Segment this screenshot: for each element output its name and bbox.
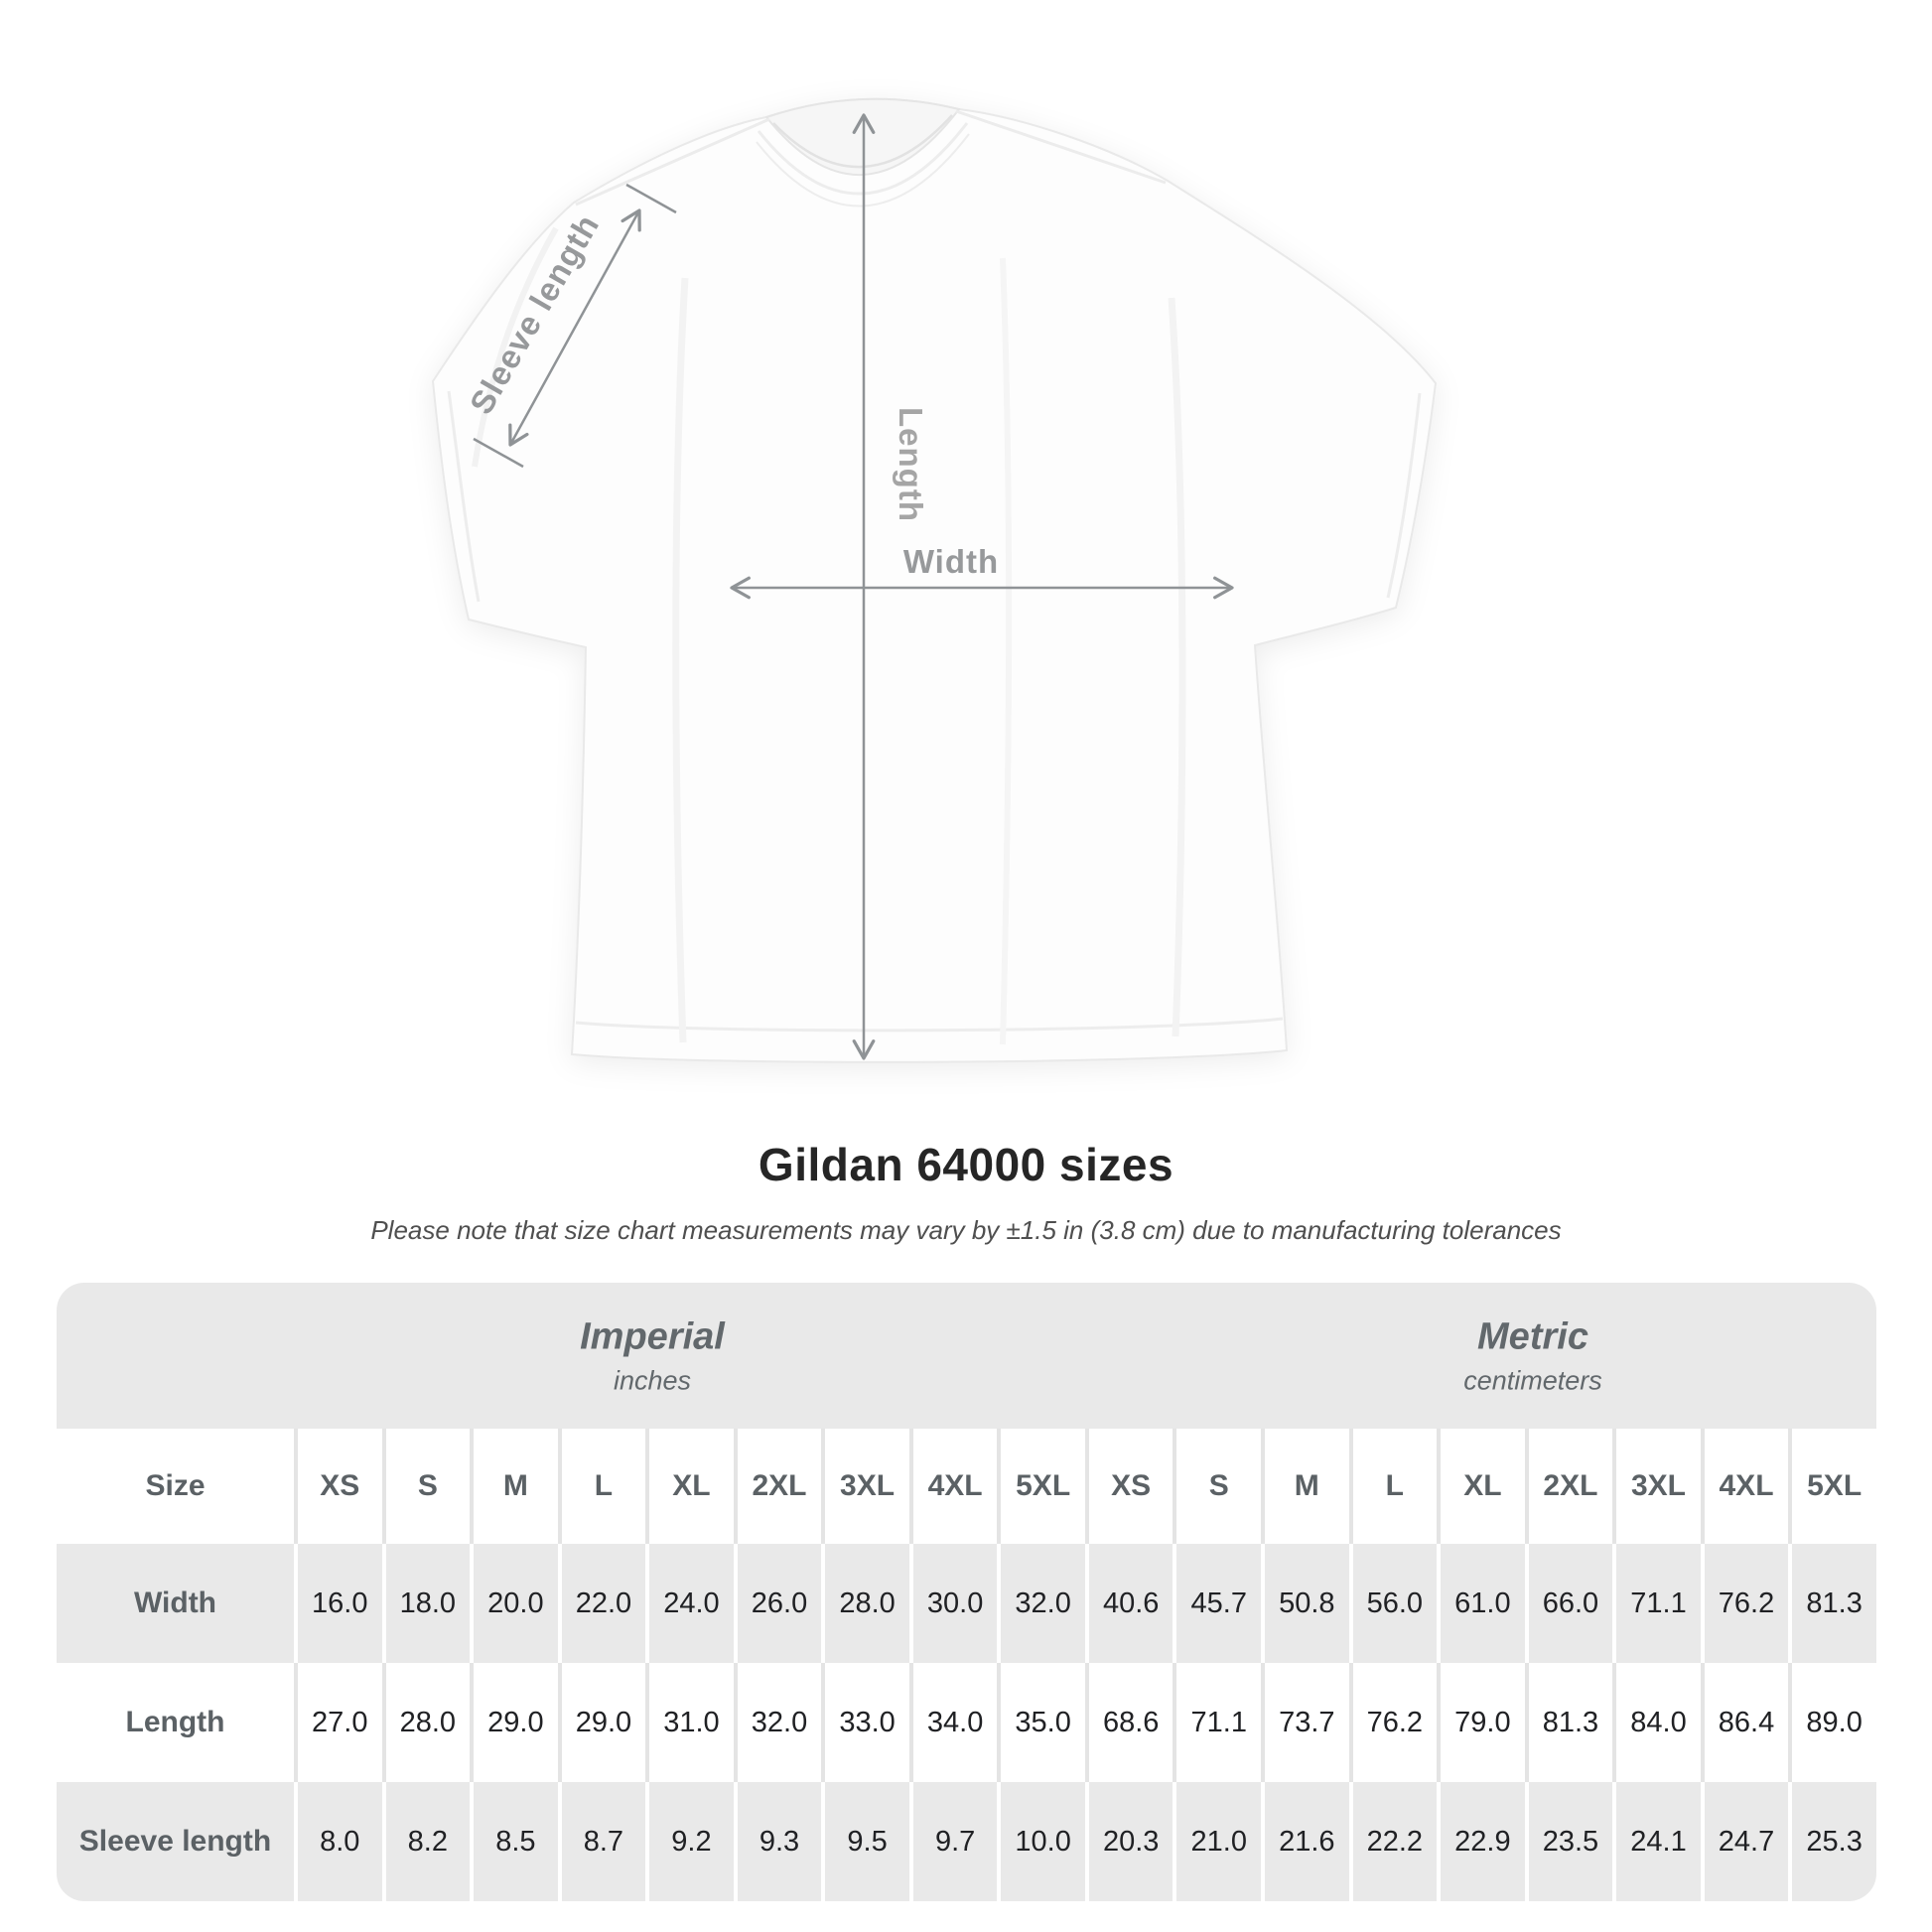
- value-cell-metric: 89.0: [1788, 1663, 1876, 1782]
- value-cell-imperial: 9.3: [734, 1782, 822, 1901]
- imperial-group-header: [444, 1315, 861, 1396]
- size-header-imperial-xs: XS: [294, 1429, 382, 1544]
- value-cell-metric: 86.4: [1701, 1663, 1789, 1782]
- size-header-imperial-l: L: [558, 1429, 646, 1544]
- value-cell-metric: 76.2: [1349, 1663, 1438, 1782]
- unit-group-band: [57, 1283, 1876, 1429]
- metric-unit-label: centimeters: [1463, 1365, 1602, 1395]
- size-header-imperial-4xl: 4XL: [909, 1429, 998, 1544]
- size-header-metric-3xl: 3XL: [1612, 1429, 1701, 1544]
- value-cell-metric: 25.3: [1788, 1782, 1876, 1901]
- value-cell-metric: 22.2: [1349, 1782, 1438, 1901]
- value-cell-metric: 45.7: [1173, 1544, 1261, 1663]
- value-cell-metric: 56.0: [1349, 1544, 1438, 1663]
- value-cell-imperial: 20.0: [470, 1544, 558, 1663]
- value-cell-imperial: 8.2: [382, 1782, 471, 1901]
- value-cell-imperial: 8.5: [470, 1782, 558, 1901]
- page-title: Gildan 64000 sizes: [758, 1139, 1174, 1190]
- value-cell-metric: 20.3: [1085, 1782, 1173, 1901]
- value-cell-imperial: 32.0: [997, 1544, 1085, 1663]
- width-label: Width: [902, 543, 1000, 580]
- size-header-metric-l: L: [1349, 1429, 1438, 1544]
- value-cell-imperial: 24.0: [645, 1544, 734, 1663]
- value-cell-imperial: 31.0: [645, 1663, 734, 1782]
- value-cell-metric: 84.0: [1612, 1663, 1701, 1782]
- value-cell-metric: 68.6: [1085, 1663, 1173, 1782]
- size-header-metric-4xl: 4XL: [1701, 1429, 1789, 1544]
- value-cell-metric: 23.5: [1525, 1782, 1613, 1901]
- value-cell-imperial: 28.0: [382, 1663, 471, 1782]
- measurement-row-length: [57, 1663, 1876, 1782]
- value-cell-metric: 24.1: [1612, 1782, 1701, 1901]
- value-cell-metric: 79.0: [1437, 1663, 1525, 1782]
- value-cell-metric: 71.1: [1612, 1544, 1701, 1663]
- size-header-metric-s: S: [1173, 1429, 1261, 1544]
- value-cell-imperial: 9.5: [821, 1782, 909, 1901]
- size-header-metric-2xl: 2XL: [1525, 1429, 1613, 1544]
- size-header-imperial-5xl: 5XL: [997, 1429, 1085, 1544]
- row-label: Length: [125, 1706, 225, 1738]
- size-column-header: Size: [145, 1469, 206, 1502]
- sleeve-length-label: Sleeve length: [462, 207, 607, 421]
- measurement-row-width: [57, 1544, 1876, 1663]
- value-cell-metric: 61.0: [1437, 1544, 1525, 1663]
- metric-group-header: [1324, 1315, 1741, 1396]
- size-header-metric-m: M: [1261, 1429, 1349, 1544]
- value-cell-metric: 81.3: [1788, 1544, 1876, 1663]
- value-cell-imperial: 26.0: [734, 1544, 822, 1663]
- value-cell-imperial: 9.7: [909, 1782, 998, 1901]
- value-cell-imperial: 18.0: [382, 1544, 471, 1663]
- value-cell-metric: 21.6: [1261, 1782, 1349, 1901]
- value-cell-imperial: 32.0: [734, 1663, 822, 1782]
- size-header-imperial-xl: XL: [645, 1429, 734, 1544]
- value-cell-metric: 40.6: [1085, 1544, 1173, 1663]
- value-cell-imperial: 28.0: [821, 1544, 909, 1663]
- value-cell-metric: 76.2: [1701, 1544, 1789, 1663]
- value-cell-imperial: 27.0: [294, 1663, 382, 1782]
- value-cell-imperial: 8.0: [294, 1782, 382, 1901]
- size-header-row: [57, 1429, 1876, 1544]
- value-cell-imperial: 33.0: [821, 1663, 909, 1782]
- size-header-imperial-s: S: [382, 1429, 471, 1544]
- value-cell-imperial: 34.0: [909, 1663, 998, 1782]
- size-header-imperial-3xl: 3XL: [821, 1429, 909, 1544]
- value-cell-metric: 66.0: [1525, 1544, 1613, 1663]
- size-header-metric-5xl: 5XL: [1788, 1429, 1876, 1544]
- size-header-imperial-2xl: 2XL: [734, 1429, 822, 1544]
- value-cell-imperial: 35.0: [997, 1663, 1085, 1782]
- value-cell-metric: 21.0: [1173, 1782, 1261, 1901]
- value-cell-metric: 50.8: [1261, 1544, 1349, 1663]
- row-label: Width: [133, 1587, 217, 1619]
- value-cell-imperial: 8.7: [558, 1782, 646, 1901]
- size-table-card: [57, 1283, 1876, 1901]
- imperial-label: Imperial: [580, 1315, 725, 1357]
- size-header-imperial-m: M: [470, 1429, 558, 1544]
- unit-group-row: [57, 1283, 1876, 1429]
- value-cell-metric: 73.7: [1261, 1663, 1349, 1782]
- metric-label: Metric: [1477, 1315, 1588, 1357]
- value-cell-imperial: 22.0: [558, 1544, 646, 1663]
- value-cell-imperial: 29.0: [470, 1663, 558, 1782]
- value-cell-metric: 71.1: [1173, 1663, 1261, 1782]
- size-header-metric-xl: XL: [1437, 1429, 1525, 1544]
- value-cell-imperial: 30.0: [909, 1544, 998, 1663]
- size-header-metric-xs: XS: [1085, 1429, 1173, 1544]
- value-cell-metric: 81.3: [1525, 1663, 1613, 1782]
- value-cell-imperial: 9.2: [645, 1782, 734, 1901]
- length-label: Length: [893, 407, 929, 522]
- row-label: Sleeve length: [78, 1825, 272, 1858]
- page-subtitle: Please note that size chart measurements may vary by ±1.5 in (3.8 cm) due to manufacturing tolerances: [370, 1215, 1562, 1245]
- size-table: [57, 1283, 1876, 1901]
- value-cell-imperial: 29.0: [558, 1663, 646, 1782]
- value-cell-metric: 24.7: [1701, 1782, 1789, 1901]
- imperial-unit-label: inches: [613, 1365, 692, 1395]
- value-cell-metric: 22.9: [1437, 1782, 1525, 1901]
- measurement-row-sleeve-length: [57, 1782, 1876, 1901]
- value-cell-imperial: 10.0: [997, 1782, 1085, 1901]
- value-cell-imperial: 16.0: [294, 1544, 382, 1663]
